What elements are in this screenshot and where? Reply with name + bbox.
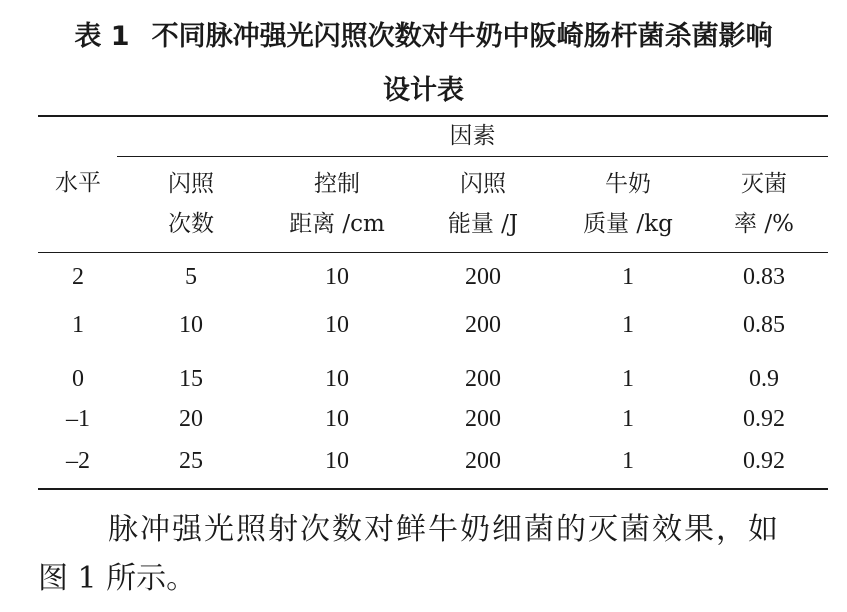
column-header-flash-count <box>118 164 264 244</box>
table-cell-energy: 200 <box>465 448 501 474</box>
table-cell-sterilization-rate: 0.85 <box>743 312 785 338</box>
table-cell-flash-count: 15 <box>179 366 203 392</box>
column-header-line: 距离 /cm <box>289 211 385 237</box>
column-header-milk-mass <box>556 164 700 244</box>
table-cell-level: –1 <box>66 406 90 432</box>
table-cell-energy: 200 <box>465 312 501 338</box>
table-cell-level: –2 <box>66 448 90 474</box>
table-cell-sterilization-rate: 0.92 <box>743 448 785 474</box>
column-header-sterilization-rate <box>700 164 828 244</box>
factor-group-rule <box>117 156 828 157</box>
factor-group-header: 因素 <box>449 123 496 149</box>
table-cell-milk-mass: 1 <box>622 366 634 392</box>
table-cell-flash-count: 20 <box>179 406 203 432</box>
table-header-rule <box>38 252 828 253</box>
body-paragraph-line: 脉冲强光照射次数对鲜牛奶细菌的灭菌效果，如 <box>108 512 780 547</box>
table-caption-label: 表 1 <box>74 21 130 52</box>
level-column-header: 水平 <box>55 170 101 196</box>
table-cell-level: 0 <box>72 366 84 392</box>
column-header-line: 能量 /J <box>447 211 519 237</box>
table-bottom-rule <box>38 488 828 490</box>
column-header-line: 质量 /kg <box>583 211 673 237</box>
table-cell-energy: 200 <box>465 264 501 290</box>
column-header-line: 率 /% <box>734 211 794 237</box>
table-cell-milk-mass: 1 <box>622 312 634 338</box>
table-caption-title: 不同脉冲强光闪照次数对牛奶中阪崎肠杆菌杀菌影响 <box>151 21 773 52</box>
table-cell-energy: 200 <box>465 406 501 432</box>
column-header-line: 牛奶 <box>605 171 651 197</box>
table-top-rule <box>38 115 828 117</box>
table-cell-sterilization-rate: 0.9 <box>749 366 779 392</box>
table-cell-distance: 10 <box>325 366 349 392</box>
table-cell-sterilization-rate: 0.83 <box>743 264 785 290</box>
table-cell-distance: 10 <box>325 448 349 474</box>
table-cell-milk-mass: 1 <box>622 264 634 290</box>
column-header-line: 次数 <box>168 211 214 237</box>
column-header-line: 灭菌 <box>741 171 787 197</box>
table-cell-sterilization-rate: 0.92 <box>743 406 785 432</box>
column-header-line: 闪照 <box>460 171 506 197</box>
body-paragraph-line: 图 1 所示。 <box>38 561 197 596</box>
table-cell-level: 2 <box>72 264 84 290</box>
table-cell-milk-mass: 1 <box>622 406 634 432</box>
column-header-distance <box>264 164 410 244</box>
table-cell-milk-mass: 1 <box>622 448 634 474</box>
table-caption <box>0 14 847 53</box>
table-cell-distance: 10 <box>325 406 349 432</box>
column-header-line: 闪照 <box>168 171 214 197</box>
table-cell-energy: 200 <box>465 366 501 392</box>
column-header-line: 控制 <box>314 171 360 197</box>
column-header-energy <box>410 164 556 244</box>
table-cell-level: 1 <box>72 312 84 338</box>
table-cell-flash-count: 25 <box>179 448 203 474</box>
table-cell-flash-count: 5 <box>185 264 197 290</box>
table-cell-flash-count: 10 <box>179 312 203 338</box>
table-caption-continuation: 设计表 <box>383 75 464 106</box>
table-cell-distance: 10 <box>325 312 349 338</box>
table-cell-distance: 10 <box>325 264 349 290</box>
